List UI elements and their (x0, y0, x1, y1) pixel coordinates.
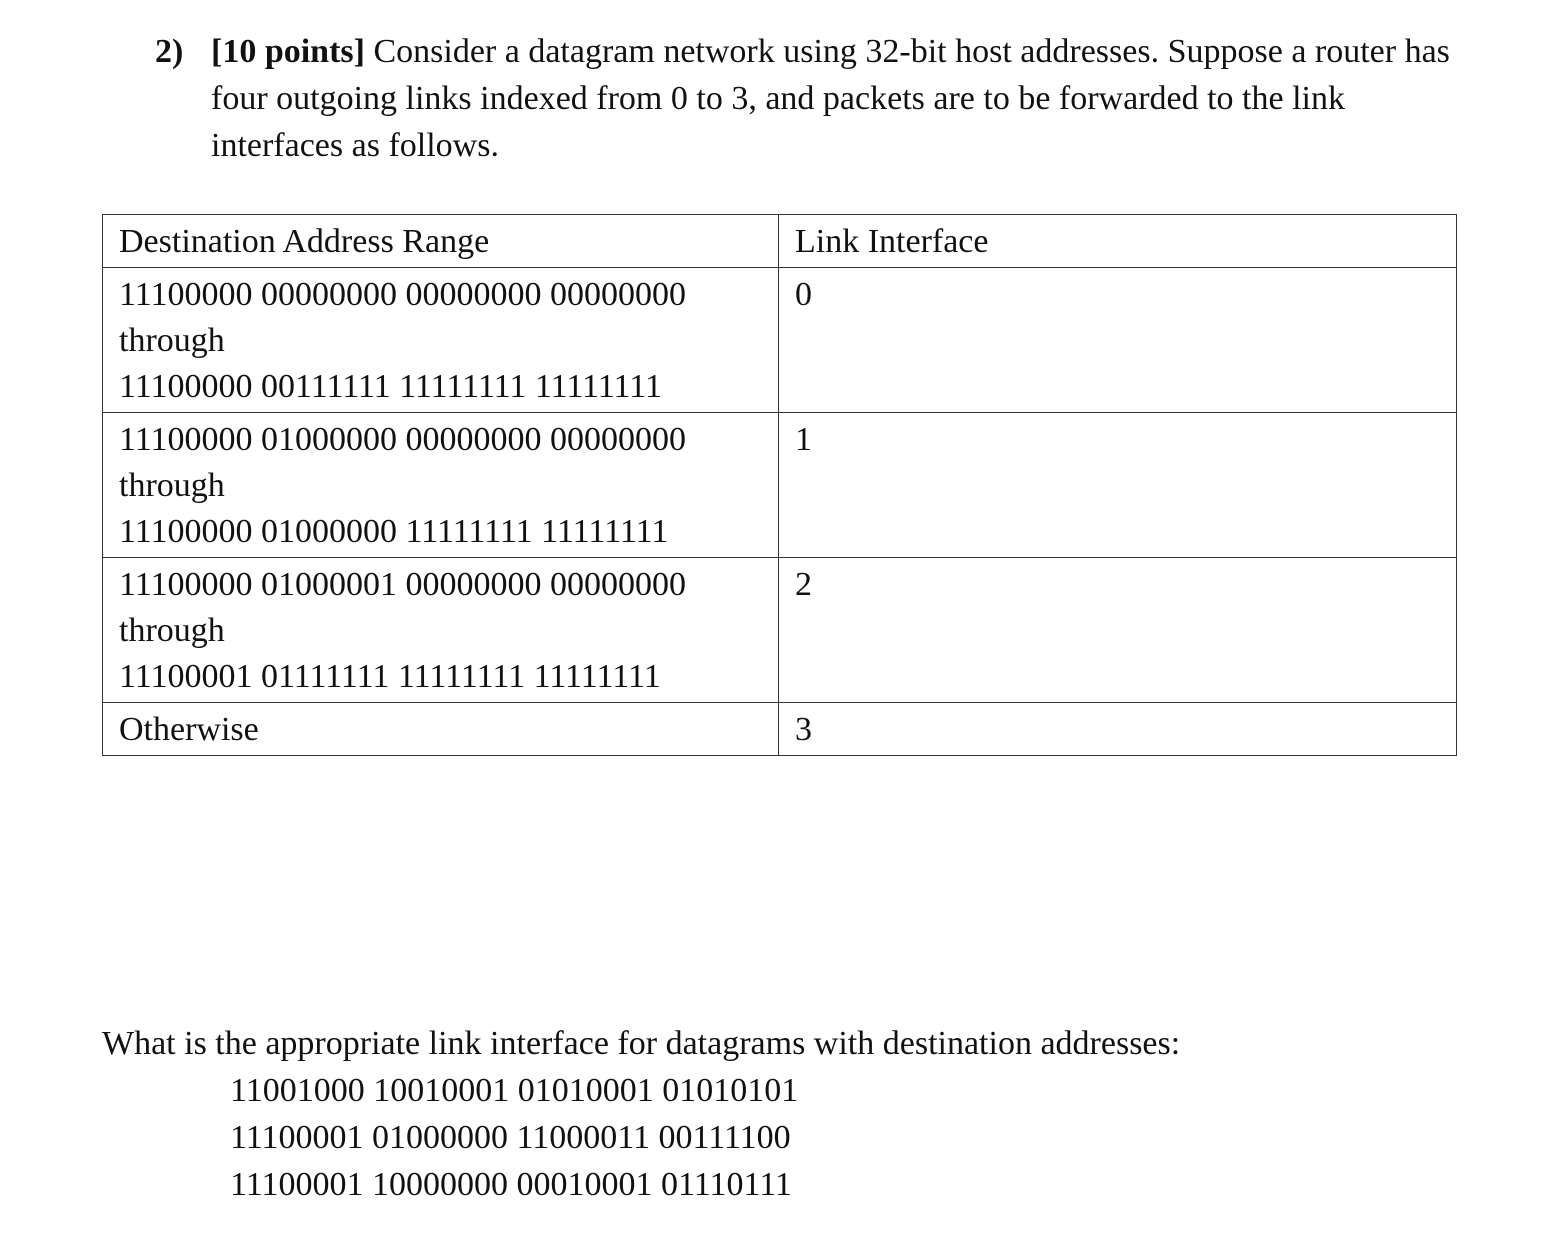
range-start: 11100000 01000001 00000000 00000000 (119, 566, 686, 603)
range-through: through (119, 322, 225, 359)
list-item: 11100001 01000000 11000011 00111100 (230, 1119, 791, 1156)
question-text: Consider a datagram network using 32-bit host addresses. Suppose a router has four outgoing links indexed from 0 to 3, and packets are to be forwarded to the link interfaces as follows. (211, 33, 1450, 164)
question-block (155, 28, 1475, 169)
question-number: 2) (155, 33, 184, 70)
forwarding-table (102, 214, 1457, 756)
range-end: 11100001 01111111 11111111 11111111 (119, 658, 661, 695)
table-row (103, 413, 1457, 558)
range-cell (103, 268, 779, 413)
link-cell: 1 (779, 413, 1457, 558)
range-start: 11100000 01000000 00000000 00000000 (119, 421, 686, 458)
link-cell: 3 (779, 703, 1457, 756)
range-cell (103, 558, 779, 703)
link-cell: 0 (779, 268, 1457, 413)
address-list (230, 1067, 798, 1208)
question-points: [10 points] (211, 33, 365, 70)
table-row (103, 703, 1457, 756)
range-cell (103, 413, 779, 558)
list-item: 11001000 10010001 01010001 01010101 (230, 1072, 799, 1109)
range-end: 11100000 01000000 11111111 11111111 (119, 513, 669, 550)
list-item: 11100001 10000000 00010001 01110111 (230, 1166, 792, 1203)
otherwise-cell: Otherwise (103, 703, 779, 756)
range-start: 11100000 00000000 00000000 00000000 (119, 276, 686, 313)
question-text-block (211, 28, 1475, 169)
range-through: through (119, 467, 225, 504)
ask-text: What is the appropriate link interface for datagrams with destination addresses: (102, 1025, 1181, 1062)
table-header-row (103, 215, 1457, 268)
range-through: through (119, 612, 225, 649)
link-cell: 2 (779, 558, 1457, 703)
table-row (103, 268, 1457, 413)
header-link-interface: Link Interface (779, 215, 1457, 268)
range-end: 11100000 00111111 11111111 11111111 (119, 368, 663, 405)
header-destination-range: Destination Address Range (103, 215, 779, 268)
table-row (103, 558, 1457, 703)
